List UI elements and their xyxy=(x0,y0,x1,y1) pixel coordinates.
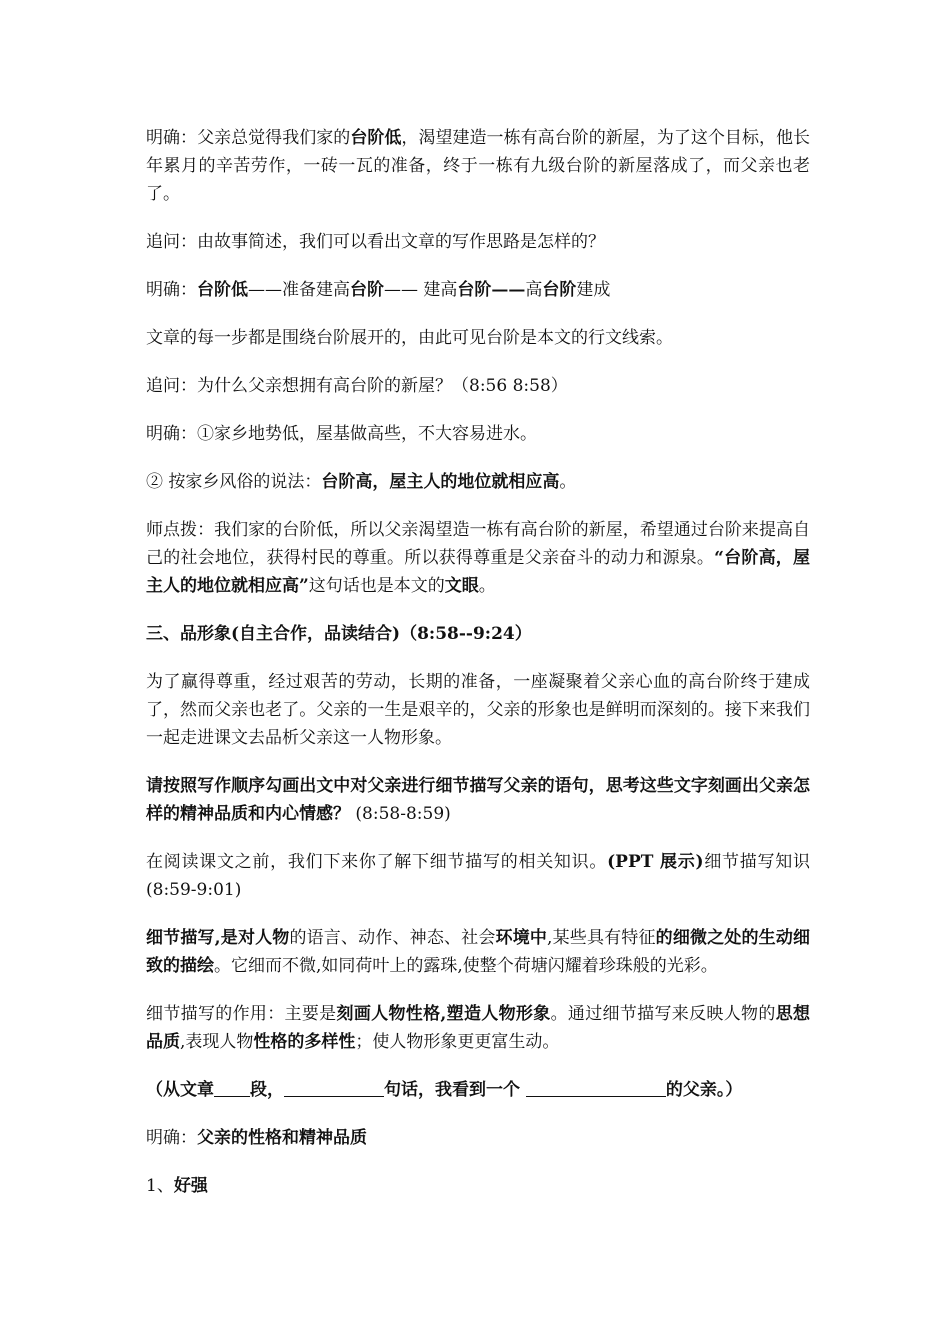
blank-sentence xyxy=(284,1076,384,1097)
paragraph-intro: 为了赢得尊重，经过艰苦的劳动，长期的准备，一座凝聚着父亲心血的高台阶终于建成了，然而父亲也老了。父亲的一生是艰辛的，父亲的形象也是鲜明而深刻的。接下来我们一起走进课文去品析父亲这一人物形象。 xyxy=(146,672,810,748)
paragraph-answer-3: 明确：①家乡地势低，屋基做高些，不大容易进水。 xyxy=(146,424,537,444)
paragraph-clue: 文章的每一步都是围绕台阶展开的，由此可见台阶是本文的行文线索。 xyxy=(146,328,673,348)
list-item-1: 1、好强 xyxy=(146,1176,208,1196)
paragraph-task: 请按照写作顺序勾画出文中对父亲进行细节描写父亲的语句，思考这些文字刻画出父亲怎样的精神品质和内心情感？ (8:58-8:59) xyxy=(146,776,810,824)
paragraph-teacher-note: 师点拨：我们家的台阶低，所以父亲渴望造一栋有高台阶的新屋，希望通过台阶来提高自己的社会地位，获得村民的尊重。所以获得尊重是父亲奋斗的动力和源泉。“台阶高，屋主人的地位就相应高”这句话也是本文的文眼。 xyxy=(146,520,811,596)
paragraph-answer-5: 明确：父亲的性格和精神品质 xyxy=(146,1128,367,1148)
paragraph-detail-knowledge: 在阅读课文之前，我们下来你了解下细节描写的相关知识。(PPT 展示)细节描写知识(8:59-9:01) xyxy=(146,852,810,900)
paragraph-detail-definition: 细节描写,是对人物的语言、动作、神态、社会环境中,某些具有特征的细微之处的生动细致的描绘。它细而不微,如同荷叶上的露珠,使整个荷塘闪耀着珍珠般的光彩。 xyxy=(146,928,811,976)
section-heading-3: 三、品形象(自主合作，品读结合)（8:58--9:24） xyxy=(146,624,532,644)
paragraph-answer-1: 明确：父亲总觉得我们家的台阶低，渴望建造一栋有高台阶的新屋，为了这个目标，他长年累月的辛苦劳作，一砖一瓦的准备，终于一栋有九级台阶的新屋落成了，而父亲也老了。 xyxy=(146,128,811,204)
blank-father-description xyxy=(526,1076,666,1097)
paragraph-answer-2: 明确：台阶低——准备建高台阶—— 建高台阶——高台阶建成 xyxy=(146,280,611,300)
paragraph-detail-function: 细节描写的作用：主要是刻画人物性格,塑造人物形象。通过细节描写来反映人物的思想品质,表现人物性格的多样性；使人物形象更更富生动。 xyxy=(146,1004,811,1052)
document-page xyxy=(146,124,810,1220)
paragraph-question-2: 追问：为什么父亲想拥有高台阶的新屋？（8:56 8:58） xyxy=(146,376,568,396)
fill-in-sentence: （从文章 段， 句话，我看到一个 的父亲。） xyxy=(146,1076,810,1104)
paragraph-answer-4: ② 按家乡风俗的说法：台阶高，屋主人的地位就相应高。 xyxy=(146,472,577,492)
blank-paragraph-number xyxy=(214,1076,250,1097)
paragraph-question-1: 追问：由故事简述，我们可以看出文章的写作思路是怎样的？ xyxy=(146,232,605,252)
